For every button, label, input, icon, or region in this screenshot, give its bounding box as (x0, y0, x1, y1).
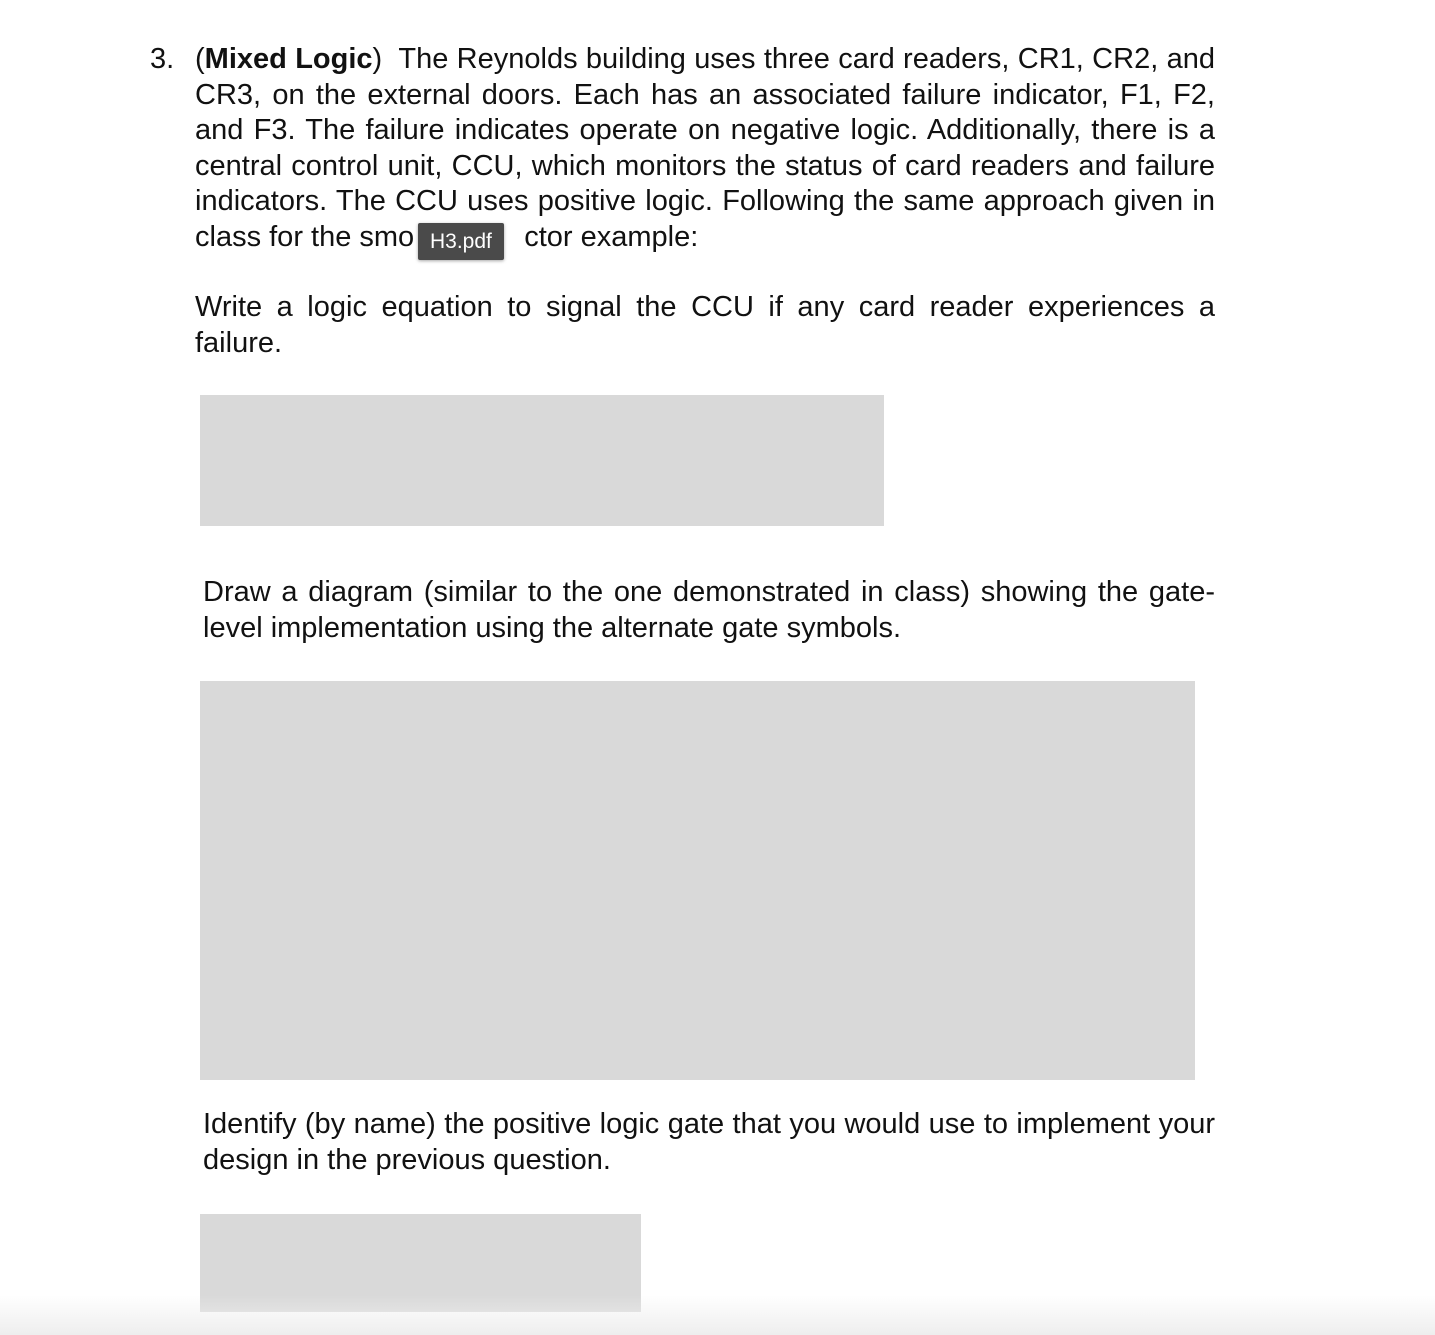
intro-tail: ctor example: (524, 220, 699, 253)
answer-box-equation[interactable] (200, 395, 884, 526)
part2-prompt: Draw a diagram (similar to the one demonstrated in class) showing the gate-level implementation using the alternate gate symbols. (203, 576, 1215, 644)
part1-prompt: Write a logic equation to signal the CCU if any card reader experiences a failure. (195, 291, 1215, 359)
intro-text: The Reynolds building uses three card readers, CR1, CR2, and CR3, on the external doors. Each has an associated failure indicator, F1, F2, and F3. The failure indicates operate on negative logic. Additionally, there is a central control unit, CCU, which monitors the status of card readers and failure indicators. The CCU uses positive logic. Following the same approach given in class for the smo (195, 43, 1224, 253)
intro-bold-title: Mixed Logic (204, 43, 373, 75)
filename-tooltip: H3.pdf (418, 223, 504, 260)
part3-prompt: Identify (by name) the positive logic gate that you would use to implement your design in the previous question. (203, 1108, 1215, 1176)
intro-open-paren: ( (195, 43, 205, 75)
answer-box-diagram[interactable] (200, 681, 1195, 1080)
question-intro (195, 42, 1224, 255)
bottom-edge-shadow (0, 1295, 1435, 1335)
intro-close-paren: ) (372, 43, 383, 75)
question-number: 3. (150, 43, 175, 75)
